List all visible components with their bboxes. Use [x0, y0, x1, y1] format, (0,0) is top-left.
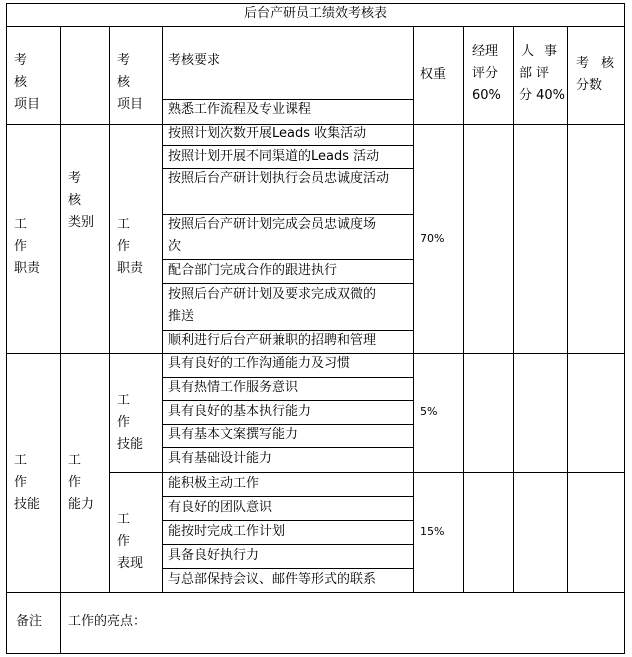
- requirement-row-continued: 推送: [168, 309, 195, 324]
- requirement-row: 具有基础设计能力: [168, 451, 273, 466]
- requirement-row: 具备良好执行力: [168, 548, 260, 563]
- requirement-row: 能按时完成工作计划: [168, 524, 286, 539]
- header-hr-score: 人事 部评 分 40%: [519, 44, 568, 103]
- duty-category: 考核 类别: [68, 171, 95, 230]
- rule-skill: [6, 592, 625, 593]
- duty-sub-item: 工作 职责: [117, 217, 144, 276]
- border-right: [624, 3, 625, 654]
- remarks-content[interactable]: 工作的亮点：: [68, 614, 147, 629]
- requirement-row: 按照后台产研计划完成会员忠诚度场: [168, 217, 377, 232]
- header-item: 考核 项目: [14, 53, 41, 112]
- remarks-label: 备注: [16, 614, 43, 629]
- requirement-row: 具有良好的工作沟通能力及习惯: [168, 356, 351, 371]
- header-sub-item: 考核 项目: [117, 53, 144, 112]
- requirement-row: 具有热情工作服务意识: [168, 380, 299, 395]
- skill-category: 工作 能力: [68, 453, 95, 512]
- requirement-row: 配合部门完成合作的跟进执行: [168, 263, 338, 278]
- col-line: [463, 26, 464, 593]
- requirement-row: 按照计划次数开展Leads 收集活动: [168, 126, 367, 141]
- requirement-row: 具有良好的基本执行能力: [168, 404, 312, 419]
- col-line: [60, 26, 61, 593]
- duty-weight: 70%: [420, 232, 445, 245]
- border-left: [6, 3, 7, 654]
- requirement-row: 与总部保持会议、邮件等形式的联系: [168, 572, 377, 587]
- header-score: 考核 分数: [576, 56, 627, 93]
- header-requirements: 考核要求: [168, 53, 221, 68]
- requirement-row-continued: 次: [168, 239, 182, 254]
- requirement-row: 能积极主动工作: [168, 476, 260, 491]
- border-bottom: [6, 653, 625, 654]
- col-line: [513, 26, 514, 593]
- table-title: 后台产研员工绩效考核表: [243, 6, 387, 21]
- requirement-row: 按照后台产研计划及要求完成双微的: [168, 287, 377, 302]
- header-manager-score: 经理 评分 60%: [472, 44, 501, 103]
- requirement-row: 具有基本文案撰写能力: [168, 427, 299, 442]
- performance-label: 工作 表现: [117, 512, 144, 571]
- header-weight: 权重: [420, 67, 447, 82]
- skill-item: 工作 技能: [14, 453, 41, 512]
- requirement-row: 有良好的团队意识: [168, 500, 273, 515]
- requirement-row: 顺利进行后台产研兼职的招聘和管理: [168, 333, 377, 348]
- requirement-row: 熟悉工作流程及专业课程: [168, 102, 312, 117]
- requirement-row: 按照计划开展不同渠道的Leads 活动: [168, 149, 380, 164]
- requirement-row: 按照后台产研计划执行会员忠诚度活动: [168, 171, 390, 186]
- rule-title: [6, 26, 625, 27]
- col-line-remarks: [60, 592, 61, 654]
- duty-item: 工作 职责: [14, 217, 41, 276]
- col-line: [413, 26, 414, 593]
- performance-weight: 15%: [420, 525, 445, 538]
- skills-label: 工作 技能: [117, 393, 144, 452]
- skills-weight: 5%: [420, 405, 438, 418]
- col-line: [567, 26, 568, 593]
